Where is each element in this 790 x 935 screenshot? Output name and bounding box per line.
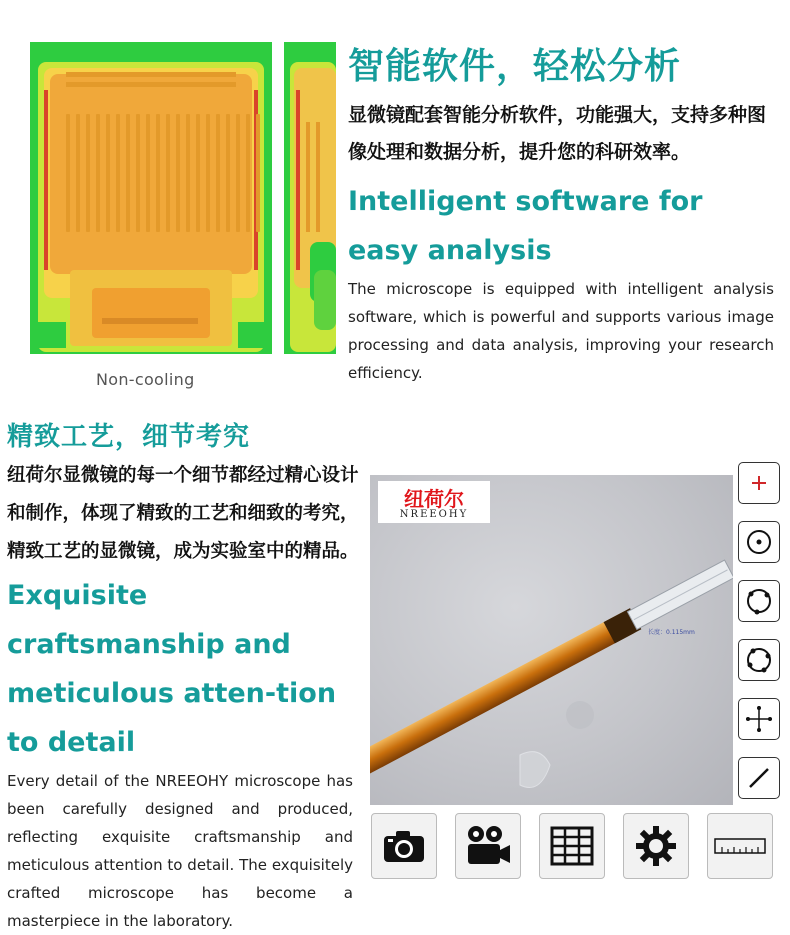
craft-title-en: Exquisite craftsmanship and meticulous atten-tion to detail [7, 580, 337, 758]
brand-logo [378, 481, 490, 523]
fiber-sample-graphic [370, 475, 733, 805]
cross-measure-button[interactable] [738, 698, 780, 740]
measurement-label: 长度：0.115mm [648, 629, 695, 636]
settings-gear-icon [634, 824, 678, 868]
software-title-en: Intelligent software for easy analysis [348, 186, 703, 266]
thermal-image-non-cooling [30, 42, 272, 354]
circle-center-icon [745, 528, 773, 556]
software-section [348, 38, 778, 387]
brand-name-zh: 纽荷尔 [404, 487, 464, 511]
software-desc-zh: 显微镜配套智能分析软件，功能强大，支持多种图像处理和数据分析，提升您的科研效率。 [348, 104, 767, 163]
line-measure-icon [746, 765, 772, 791]
ruler-button[interactable] [707, 813, 773, 879]
software-title-zh: 智能软件，轻松分析 [348, 46, 682, 87]
thermal-caption: Non-cooling [96, 370, 195, 389]
microscope-image-view[interactable] [370, 475, 733, 805]
circle-center-button[interactable] [738, 521, 780, 563]
line-measure-button[interactable] [738, 757, 780, 799]
grid-table-button[interactable] [539, 813, 605, 879]
craft-title-zh: 精致工艺，细节考究 [7, 422, 251, 452]
circle-three-point-icon [745, 587, 773, 615]
add-point-button[interactable] [738, 462, 780, 504]
crosshair-plus-icon [749, 473, 769, 493]
circle-four-point-icon [745, 646, 773, 674]
grid-table-icon [550, 826, 594, 866]
craft-section [7, 416, 359, 935]
brand-name-en: NREEOHY [399, 509, 469, 520]
record-video-button[interactable] [455, 813, 521, 879]
settings-button[interactable] [623, 813, 689, 879]
circle-three-point-button[interactable] [738, 580, 780, 622]
video-camera-icon [464, 824, 512, 868]
craft-desc-zh: 纽荷尔显微镜的每一个细节都经过精心设计和制作，体现了精致的工艺和细致的考究，精致工艺的显微镜，成为实验室中的精品。 [7, 465, 359, 562]
capture-photo-button[interactable] [371, 813, 437, 879]
circle-four-point-button[interactable] [738, 639, 780, 681]
camera-icon [382, 828, 426, 864]
ruler-icon [714, 836, 766, 856]
cross-measure-icon [744, 704, 774, 734]
craft-desc-en: Every detail of the NREEOHY microscope has been carefully designed and produced, reflecting exquisite craftsmanship and meticulous attention to detail. The exquisitely crafted microscope has become a masterpiece in the laboratory. [7, 772, 353, 930]
thermal-image-cooling-partial [284, 42, 336, 354]
software-desc-en: The microscope is equipped with intelligent analysis software, which is powerful and supports various image processing and data analysis, improving your research efficiency. [348, 280, 774, 382]
